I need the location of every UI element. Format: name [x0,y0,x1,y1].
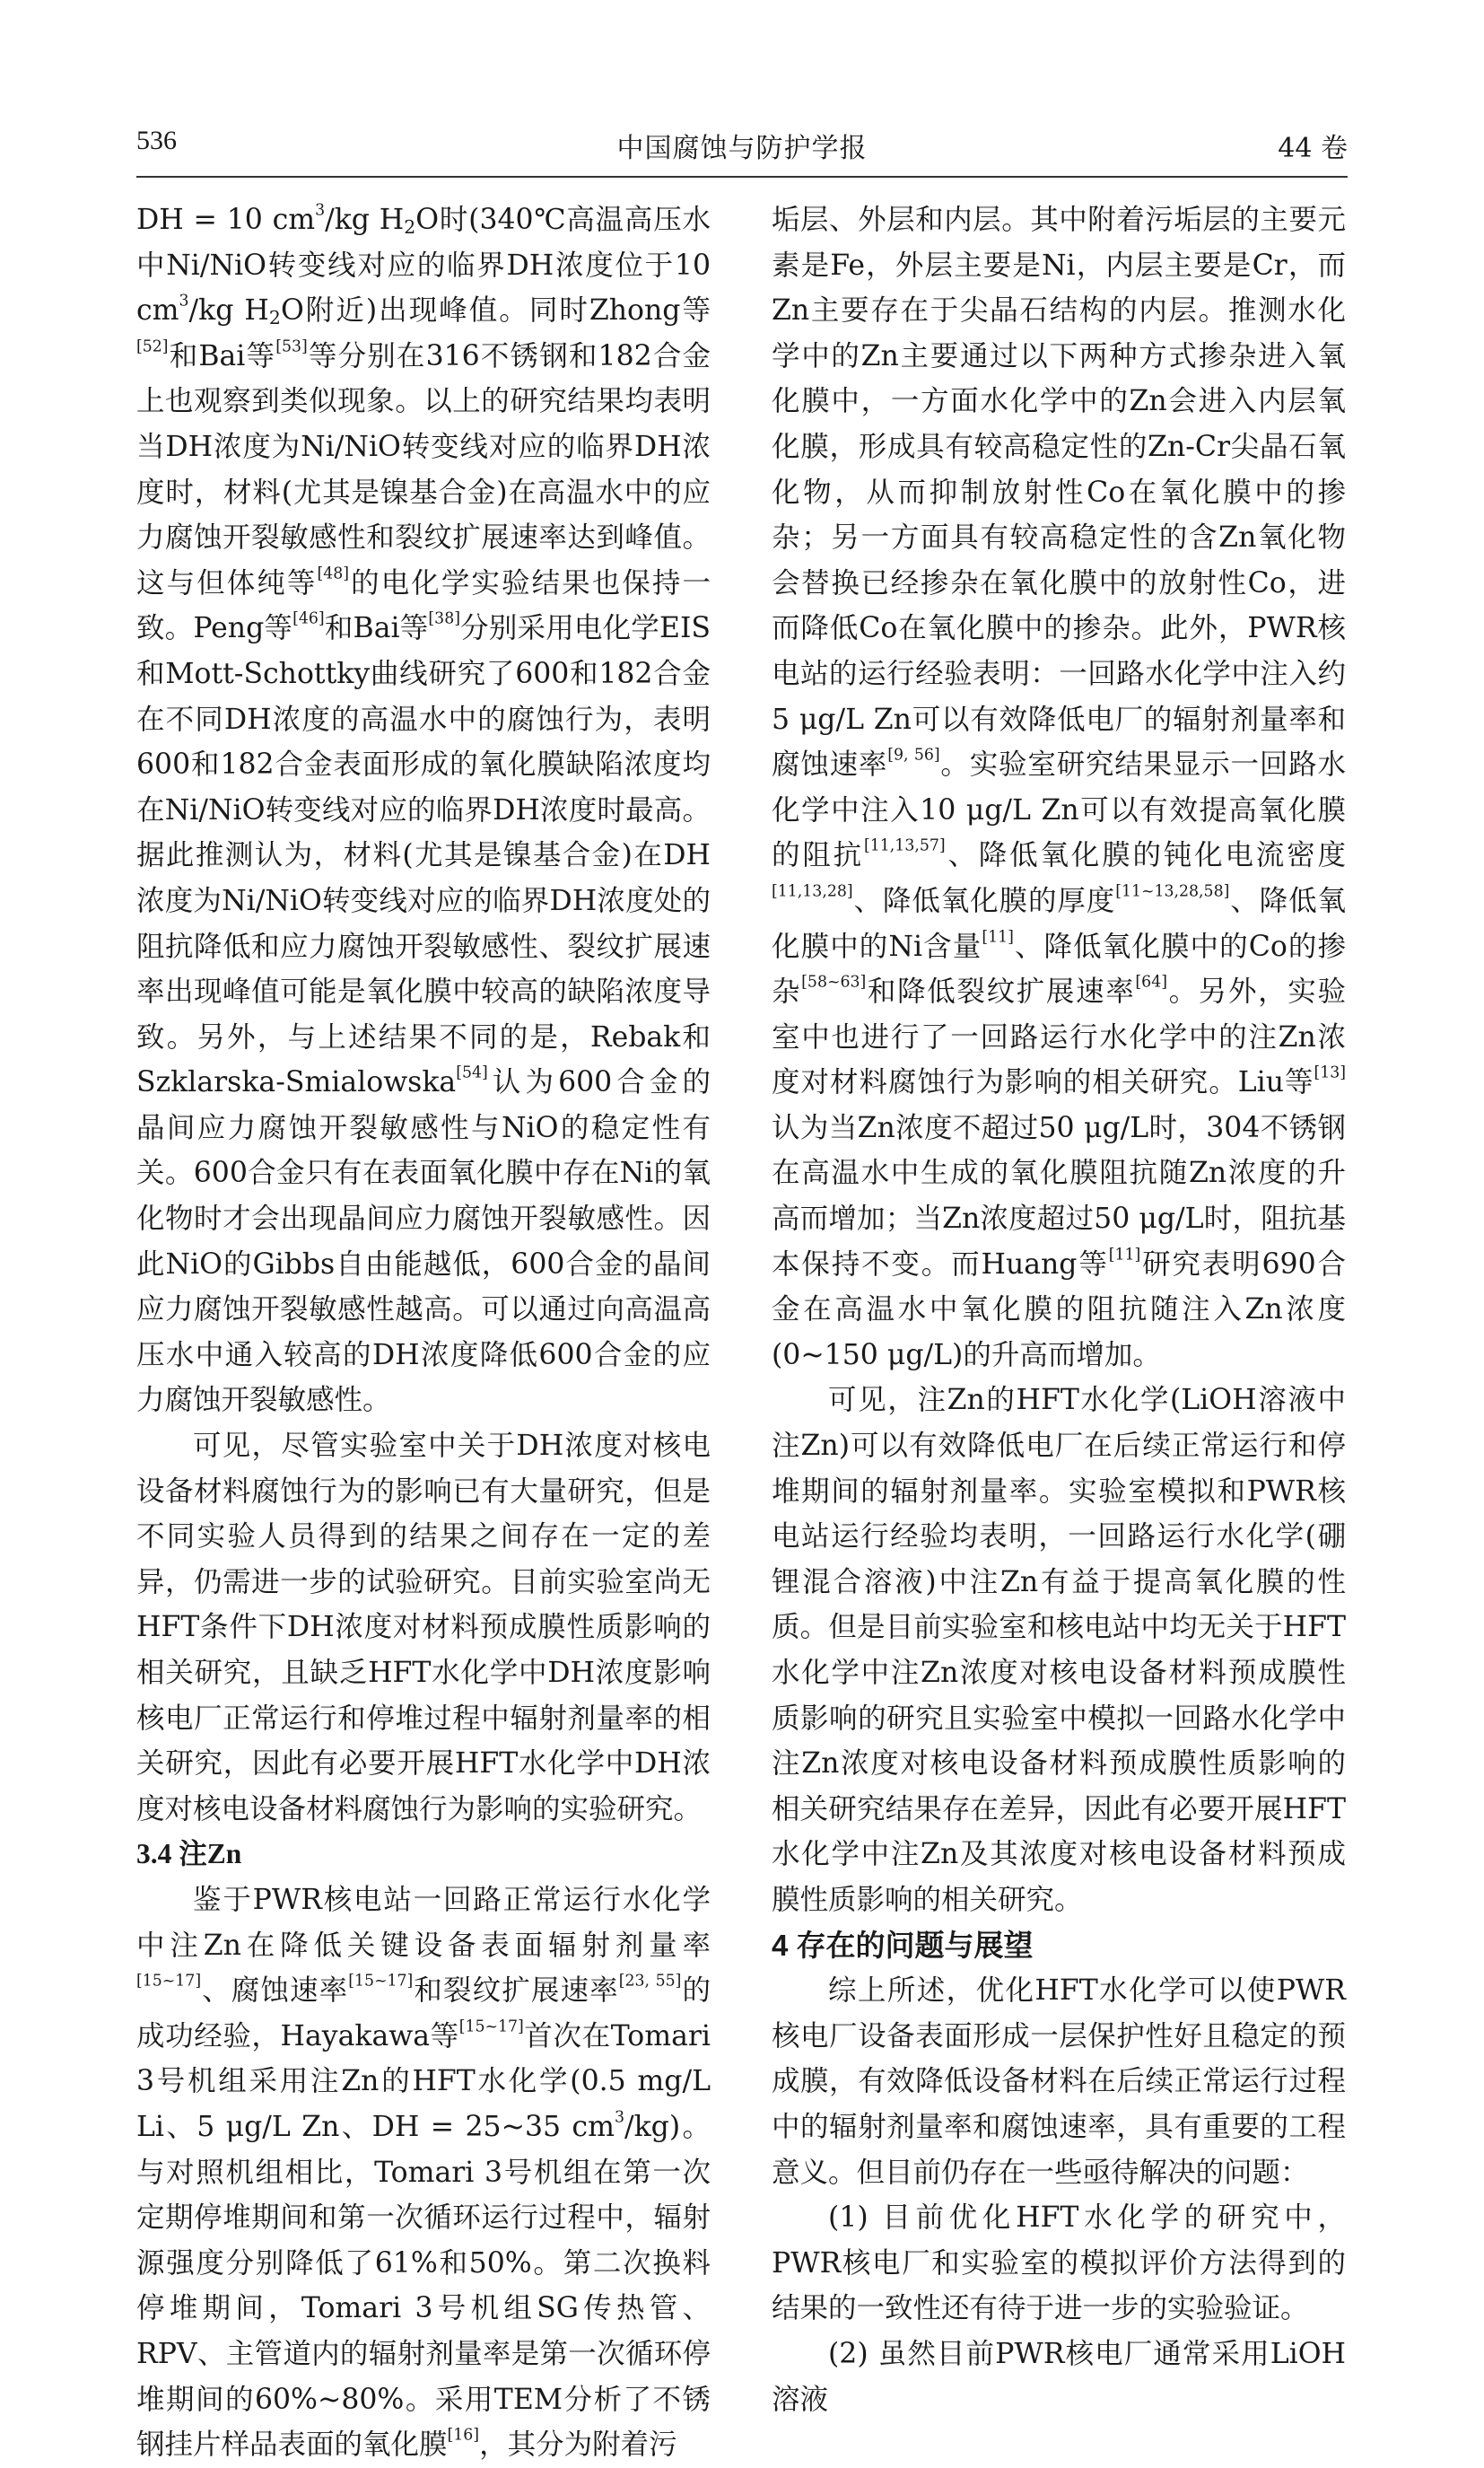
list-item-1: (1) 目前优化HFT水化学的研究中，PWR核电厂和实验室的模拟评价方法得到的结果的一致性还有待于进一步的实验验证。 [772,2201,1346,2325]
page-number: 536 [136,126,177,155]
volume-label: 44 卷 [1278,133,1348,164]
right-column [772,197,1346,2416]
subsection-heading: 3.4 注Zn [136,1838,242,1870]
right-paragraph-2: 可见，注Zn的HFT水化学(LiOH溶液中注Zn)可以有效降低电厂在后续正常运行和停堆期间的辐射剂量率。实验室模拟和PWR核电站运行经验均表明，一回路运行水化学(硼锂混合溶液)中注Zn有益于提高氧化膜的性质。但是目前实验室和核电站中均无关于HFT水化学中注Zn浓度对核电设备材料预成膜性质影响的研究且实验室中模拟一回路水化学中注Zn浓度对核电设备材料预成膜性质影响的相关研究结果存在差异，因此有必要开展HFT水化学中注Zn及其浓度对核电设备材料预成膜性质影响的相关研究。 [772,1384,1346,1916]
left-paragraph-1: DH = 10 $cm^3/kg$ $H_2O$时(340℃高温高压水中Ni/NiO转变线对应的临界DH浓度位于10 $cm^3/kg$ $H_2O$附近)出现峰值。同时Zhong等[52]和Bai等[53]等分别在316不锈钢和182合金上也观察到类似现象。以上的研究结果均表明当DH浓度为Ni/NiO转变线对应的临界DH浓度时，材料(尤其是镍基合金)在高温水中的应力腐蚀开裂敏感性和裂纹扩展速率达到峰值。这与但体纯等[48]的电化学实验结果也保持一致。Peng等[46]和Bai等[38]分别采用电化学EIS和Mott-Schottky曲线研究了600和182合金在不同DH浓度的高温水中的腐蚀行为，表明600和182合金表面形成的氧化膜缺陷浓度均在Ni/NiO转变线对应的临界DH浓度时最高。据此推测认为，材料(尤其是镍基合金)在DH浓度为Ni/NiO转变线对应的临界DH浓度处的阻抗降低和应力腐蚀开裂敏感性、裂纹扩展速率出现峰值可能是氧化膜中较高的缺陷浓度导致。另外，与上述结果不同的是，Rebak和Szklarska-Smialowska[54]认为600合金的晶间应力腐蚀开裂敏感性与NiO的稳定性有关。600合金只有在表面氧化膜中存在Ni的氧化物时才会出现晶间应力腐蚀开裂敏感性。因此NiO的Gibbs自由能越低，600合金的晶间应力腐蚀开裂敏感性越高。可以通过向高温高压水中通入较高的DH浓度降低600合金的应力腐蚀开裂敏感性。 [136,201,711,1417]
right-paragraph-3: 综上所述，优化HFT水化学可以使PWR核电厂设备表面形成一层保护性好且稳定的预成膜，有效降低设备材料在后续正常运行过程中的辐射剂量率和腐蚀速率，具有重要的工程意义。但目前仍存在一些亟待解决的问题： [772,1974,1346,2189]
page-header [136,126,1348,171]
left-paragraph-2: 可见，尽管实验室中关于DH浓度对核电设备材料腐蚀行为的影响已有大量研究，但是不同实验人员得到的结果之间存在一定的差异，仍需进一步的试验研究。目前实验室尚无HFT条件下DH浓度对材料预成膜性质影响的相关研究，且缺乏HFT水化学中DH浓度影响核电厂正常运行和停堆过程中辐射剂量率的相关研究，因此有必要开展HFT水化学中DH浓度对核电设备材料腐蚀行为影响的实验研究。 [136,1430,711,1825]
left-paragraph-3: 鉴于PWR核电站一回路正常运行水化学中注Zn在降低关键设备表面辐射剂量率[15~17]、腐蚀速率[15~17]和裂纹扩展速率[23, 55]的成功经验，Hayakawa等[15~17]首次在Tomari 3号机组采用注Zn的HFT水化学(0.5 mg/L Li、5 μg/L Zn、DH = 25~35 $cm^3/kg$)。与对照机组相比，Tomari 3号机组在第一次定期停堆期间和第一次循环运行过程中，辐射源强度分别降低了61%和50%。第二次换料停堆期间，Tomari 3号机组SG传热管、RPV、主管道内的辐射剂量率是第一次循环停堆期间的60%~80%。采用TEM分析了不锈钢挂片样品表面的氧化膜[16]，其分为附着污 [136,1883,711,2462]
journal-title: 中国腐蚀与防护学报 [616,133,868,164]
list-item-2: (2) 虽然目前PWR核电厂通常采用LiOH溶液 [772,2337,1346,2416]
header-rule [136,176,1348,178]
left-column [136,197,711,2462]
section-heading: 4 存在的问题与展望 [772,1928,1034,1962]
right-paragraph-1: 垢层、外层和内层。其中附着污垢层的主要元素是Fe，外层主要是Ni，内层主要是Cr，而Zn主要存在于尖晶石结构的内层。推测水化学中的Zn主要通过以下两种方式掺杂进入氧化膜中，一方面水化学中的Zn会进入内层氧化膜，形成具有较高稳定性的Zn-Cr尖晶石氧化物，从而抑制放射性Co在氧化膜中的掺杂；另一方面具有较高稳定性的含Zn氧化物会替换已经掺杂在氧化膜中的放射性Co，进而降低Co在氧化膜中的掺杂。此外，PWR核电站的运行经验表明：一回路水化学中注入约5 μg/L Zn可以有效降低电厂的辐射剂量率和腐蚀速率[9, 56]。实验室研究结果显示一回路水化学中注入10 μg/L Zn可以有效提高氧化膜的阻抗[11,13,57]、降低氧化膜的钝化电流密度[11,13,28]、降低氧化膜的厚度[11~13,28,58]、降低氧化膜中的Ni含量[11]、降低氧化膜中的Co的掺杂[58~63]和降低裂纹扩展速率[64]。另外，实验室中也进行了一回路运行水化学中的注Zn浓度对材料腐蚀行为影响的相关研究。Liu等[13]认为当Zn浓度不超过50 μg/L时，304不锈钢在高温水中生成的氧化膜阻抗随Zn浓度的升高而增加；当Zn浓度超过50 μg/L时，阻抗基本保持不变。而Huang等[11]研究表明690合金在高温水中氧化膜的阻抗随注入Zn浓度(0~150 μg/L)的升高而增加。 [772,204,1346,1371]
